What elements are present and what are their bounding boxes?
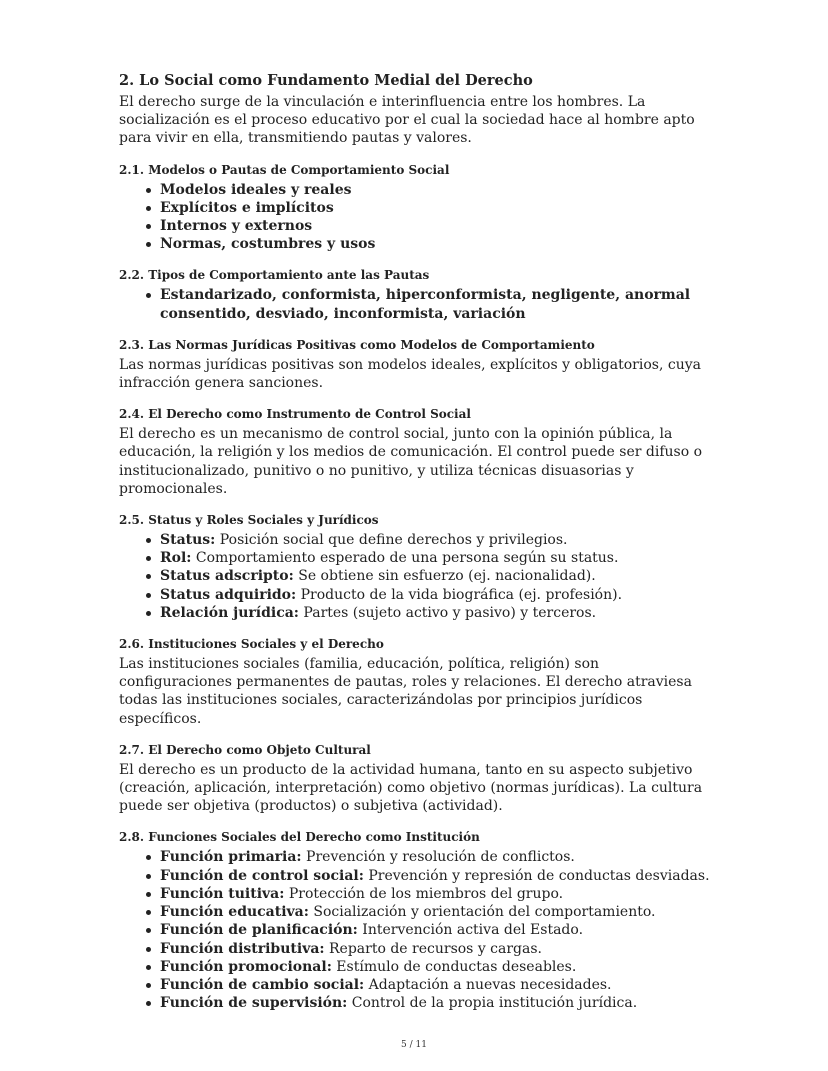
item-term: Función distributiva:: [160, 940, 325, 957]
item-term: Función educativa:: [160, 904, 309, 921]
list-item: [160, 885, 711, 903]
list-item: [160, 531, 711, 549]
list-item: [160, 940, 711, 958]
list-item: Explícitos e implícitos: [160, 199, 711, 217]
item-term: Función de planificación:: [160, 922, 358, 939]
list-item: [160, 994, 711, 1012]
list-item: Estandarizado, conformista, hiperconformista, negligente, anormal consentido, desviado, inconformista, variación: [160, 286, 711, 322]
paragraph: El derecho es un producto de la actividad humana, tanto en su aspecto subjetivo (creación, aplicación, interpretación) como objetivo (normas jurídicas). La cultura puede ser objetiva (productos) o subjetiva (actividad).: [119, 761, 703, 815]
subsection-2-4: [119, 406, 711, 498]
list-item: [160, 903, 711, 921]
section-heading: 2. Lo Social como Fundamento Medial del Derecho: [119, 72, 533, 89]
paragraph: Las instituciones sociales (familia, educación, política, religión) son configuraciones permanentes de pautas, roles y relaciones. El derecho atraviesa todas las instituciones sociales, caracterizándolas por principios jurídicos específicos.: [119, 656, 692, 727]
page-number: 5 / 11: [401, 1040, 427, 1050]
list-item: Internos y externos: [160, 217, 711, 235]
list-item: [160, 867, 711, 885]
subsection-2-8: [119, 829, 711, 1012]
item-term: Función de cambio social:: [160, 976, 365, 993]
item-description: Socialización y orientación del comportamiento.: [308, 904, 656, 921]
item-term: Función promocional:: [160, 958, 332, 975]
bullet-list: [119, 848, 711, 1012]
item-term: Función primaria:: [160, 849, 302, 866]
subsection-2-2: [119, 267, 711, 322]
intro-paragraph: El derecho surge de la vinculación e interinfluencia entre los hombres. La socialización es el proceso educativo por el cual la sociedad hace al hombre apto para vivir en ella, transmitiendo pautas y valores.: [119, 94, 695, 147]
list-item: [160, 586, 711, 604]
paragraph: El derecho es un mecanismo de control social, junto con la opinión pública, la educación, la religión y los medios de comunicación. El control puede ser difuso o institucionalizado, punitivo o no punitivo, y utiliza técnicas disuasorias y promocionales.: [119, 426, 703, 497]
subsection-title: 2.3. Las Normas Jurídicas Positivas como Modelos de Comportamiento: [119, 337, 595, 352]
bullet-list: [119, 181, 711, 254]
subsection-2-1: [119, 162, 711, 254]
list-item: [160, 549, 711, 567]
list-item: [160, 976, 711, 994]
item-description: Producto de la vida biográfica (ej. profesión).: [296, 586, 623, 603]
item-term: Rol:: [160, 550, 192, 567]
subsection-title: 2.4. El Derecho como Instrumento de Control Social: [119, 407, 471, 422]
document-page: [119, 72, 711, 1012]
bullet-list: [119, 286, 711, 322]
item-term: Relación jurídica:: [160, 604, 299, 621]
subsection-2-7: [119, 742, 711, 816]
subsection-title: 2.7. El Derecho como Objeto Cultural: [119, 742, 371, 757]
item-term: Función de control social:: [160, 867, 364, 884]
subsection-title: 2.8. Funciones Sociales del Derecho como Institución: [119, 830, 480, 845]
item-description: Posición social que define derechos y privilegios.: [215, 532, 568, 549]
item-term: Status adscripto:: [160, 568, 294, 585]
item-description: Intervención activa del Estado.: [357, 922, 584, 939]
item-description: Estímulo de conductas deseables.: [331, 958, 577, 975]
item-description: Comportamiento esperado de una persona según su status.: [191, 550, 619, 567]
subsection-title: 2.1. Modelos o Pautas de Comportamiento Social: [119, 162, 450, 177]
item-term: Status:: [160, 532, 216, 549]
item-description: Protección de los miembros del grupo.: [284, 885, 564, 902]
subsection-2-6: [119, 636, 711, 728]
item-term: Función tuitiva:: [160, 885, 285, 902]
list-item: [160, 921, 711, 939]
item-description: Prevención y resolución de conflictos.: [301, 849, 575, 866]
list-item: [160, 848, 711, 866]
subsection-2-3: [119, 337, 711, 392]
list-item: [160, 958, 711, 976]
subsection-title: 2.5. Status y Roles Sociales y Jurídicos: [119, 513, 379, 528]
subsection-title: 2.6. Instituciones Sociales y el Derecho: [119, 637, 384, 652]
item-description: Partes (sujeto activo y pasivo) y terceros.: [298, 604, 597, 621]
subsection-title: 2.2. Tipos de Comportamiento ante las Pautas: [119, 268, 430, 283]
list-item: Modelos ideales y reales: [160, 181, 711, 199]
subsection-2-5: [119, 512, 711, 622]
list-item: [160, 567, 711, 585]
paragraph: Las normas jurídicas positivas son modelos ideales, explícitos y obligatorios, cuya infracción genera sanciones.: [119, 356, 701, 392]
item-description: Reparto de recursos y cargas.: [324, 940, 542, 957]
item-description: Adaptación a nuevas necesidades.: [364, 976, 612, 993]
item-description: Prevención y represión de conductas desviadas.: [363, 867, 710, 884]
item-description: Se obtiene sin esfuerzo (ej. nacionalidad).: [293, 568, 596, 585]
item-term: Función de supervisión:: [160, 995, 348, 1012]
list-item: [160, 604, 711, 622]
bullet-list: [119, 531, 711, 622]
item-term: Status adquirido:: [160, 586, 297, 603]
item-description: Control de la propia institución jurídica.: [347, 995, 638, 1012]
list-item: Normas, costumbres y usos: [160, 235, 711, 253]
